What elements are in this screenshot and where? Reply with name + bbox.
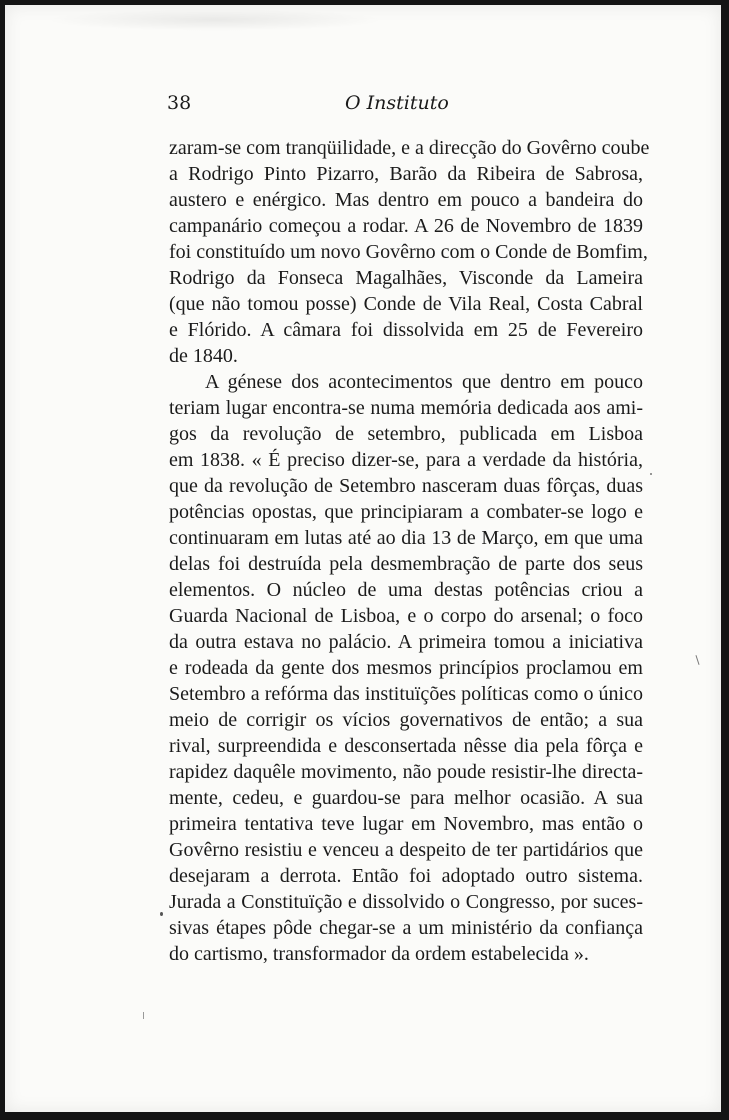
text-line: foi constituído um novo Govêrno com o Conde de Bomfim, bbox=[169, 241, 648, 263]
text-line: Rodrigo da Fonseca Magalhães, Visconde da Lameira bbox=[169, 267, 643, 289]
text-line: rapidez daquêle movimento, não poude resistir-lhe directa- bbox=[169, 761, 643, 783]
text-line: potências opostas, que principiaram a combater-se logo e bbox=[169, 501, 643, 523]
text-line: de 1840. bbox=[169, 345, 238, 367]
text-line: rival, surpreendida e desconsertada nêsse dia pela fôrça e bbox=[169, 735, 643, 757]
scan-speck bbox=[650, 473, 652, 475]
text-line: continuaram em lutas até ao dia 13 de Março, em que uma bbox=[169, 527, 643, 549]
page-header bbox=[167, 88, 643, 118]
text-line: campanário começou a rodar. A 26 de Novembro de 1839 bbox=[169, 215, 643, 237]
text-line: austero e enérgico. Mas dentro em pouco a bandeira do bbox=[169, 189, 643, 211]
text-line: Govêrno resistiu e venceu a despeito de ter partidários que bbox=[169, 839, 643, 861]
text-line: (que não tomou posse) Conde de Vila Real, Costa Cabral bbox=[169, 293, 643, 315]
text-line: da outra estava no palácio. A primeira tomou a iniciativa bbox=[169, 631, 643, 653]
text-line: delas foi destruída pela desmembração de parte dos seus bbox=[169, 553, 643, 575]
text-line: Jurada a Constituïção e dissolvido o Congresso, por suces- bbox=[169, 891, 643, 913]
text-line: teriam lugar encontra-se numa memória dedicada aos ami- bbox=[169, 397, 643, 419]
running-title: O Instituto bbox=[345, 92, 449, 114]
text-line: do cartismo, transformador da ordem estabelecida ». bbox=[169, 943, 589, 965]
text-line: que da revolução de Setembro nasceram duas fôrças, duas bbox=[169, 475, 643, 497]
scan-smudge bbox=[45, 9, 385, 31]
text-line: a Rodrigo Pinto Pizarro, Barão da Ribeira de Sabrosa, bbox=[169, 163, 643, 185]
text-line: e rodeada da gente dos mesmos princípios proclamou em bbox=[169, 657, 643, 679]
text-line: desejaram a derrota. Então foi adoptado outro sistema. bbox=[169, 865, 643, 887]
text-line: gos da revolução de setembro, publicada em Lisboa bbox=[169, 423, 643, 445]
body-text bbox=[169, 135, 650, 967]
paragraph-1 bbox=[169, 135, 650, 369]
scan-speck bbox=[143, 1012, 144, 1019]
text-line: mente, cedeu, e guardou-se para melhor ocasião. A sua bbox=[169, 787, 643, 809]
page-number: 38 bbox=[167, 92, 192, 114]
text-line: zaram-se com tranqüilidade, e a direcção do Govêrno coube bbox=[169, 137, 650, 159]
text-line: A génese dos acontecimentos que dentro em pouco bbox=[205, 371, 643, 393]
scan-speck bbox=[160, 912, 163, 916]
text-line: elementos. O núcleo de uma destas potências criou a bbox=[169, 579, 643, 601]
text-line: primeira tentativa teve lugar em Novembro, mas então o bbox=[169, 813, 643, 835]
text-line: e Flórido. A câmara foi dissolvida em 25 de Fevereiro bbox=[169, 319, 643, 341]
text-line: meio de corrigir os vícios governativos de então; a sua bbox=[169, 709, 643, 731]
text-line: em 1838. « É preciso dizer-se, para a verdade da história, bbox=[169, 449, 643, 471]
text-line: Guarda Nacional de Lisboa, e o corpo do arsenal; o foco bbox=[169, 605, 643, 627]
paragraph-2 bbox=[169, 369, 643, 967]
text-line: sivas étapes pôde chegar-se a um ministério da confiança bbox=[169, 917, 643, 939]
text-line: Setembro a refórma das instituïções políticas como o único bbox=[169, 683, 643, 705]
